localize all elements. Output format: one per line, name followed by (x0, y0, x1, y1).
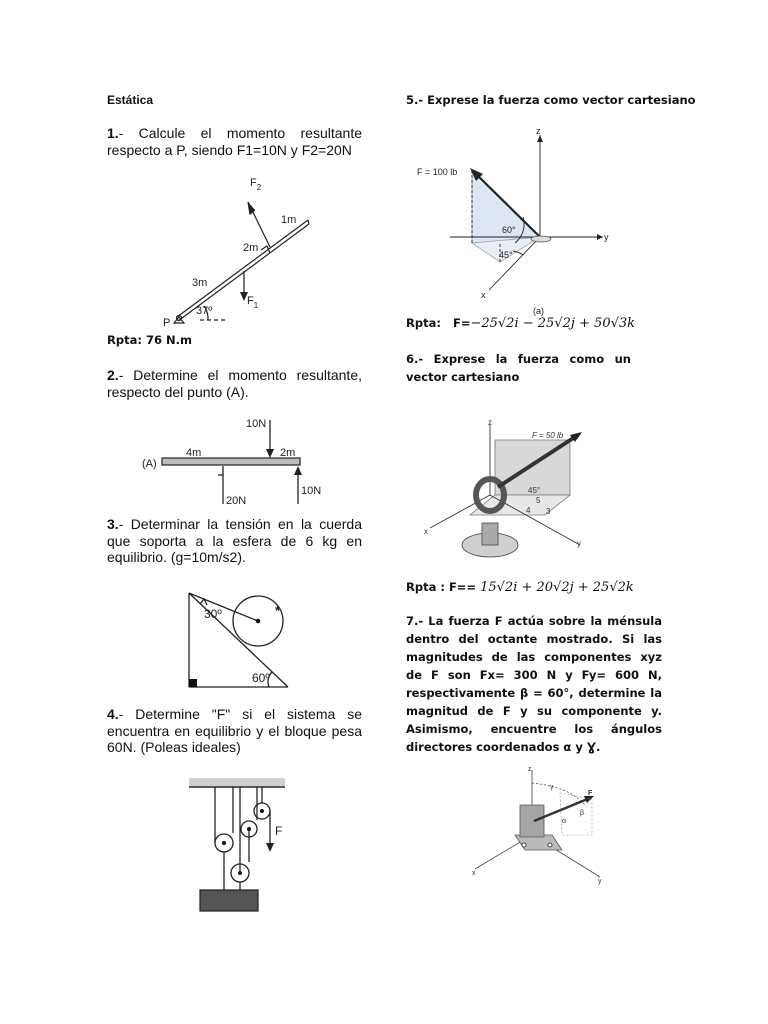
x-label: x (481, 290, 486, 300)
z-label: z (528, 766, 532, 773)
x-label: x (472, 870, 476, 877)
force-label: F = 50 lb (532, 431, 564, 440)
dim-left: 4m (186, 447, 202, 459)
angle-45-label: 45° (499, 250, 513, 260)
rope (189, 593, 258, 621)
z-label: z (488, 418, 492, 427)
beta-label: β (580, 810, 585, 817)
z-label: z (536, 126, 541, 136)
force-label: F = 100 lb (417, 167, 458, 177)
load-mid-label: 20N (226, 495, 247, 507)
force-label: F (588, 790, 593, 797)
caption-a: (a) (533, 306, 544, 316)
figure-inclined-bar (160, 170, 320, 330)
ceiling (189, 778, 285, 786)
angle-top-label: 30º (204, 607, 222, 621)
answer-vector: −25√2i − 25√2j + 50√3k (470, 316, 636, 331)
problem-number: 3. (107, 516, 119, 532)
angle-label: 37º (196, 305, 213, 317)
figure-beam (140, 412, 330, 512)
problem-statement: - Determine "F" si el sistema se encuentra en equilibrio y el bloque pesa 60N. (Poleas ideales) (107, 706, 362, 755)
y-label: y (604, 232, 609, 242)
problem-statement: - Determinar la tensión en la cuerda que soporta a la esfera de 6 kg en equilibrio. (g=10m/s2). (107, 516, 362, 565)
figure-sphere (180, 588, 300, 692)
ratio-3: 3 (546, 507, 551, 516)
ratio-5: 5 (536, 496, 541, 505)
ratio-4: 4 (526, 506, 531, 515)
problem-number: 1. (107, 125, 119, 141)
angle-60-label: 60° (502, 225, 516, 235)
alpha-label: α (562, 818, 567, 825)
problem-1-text (107, 125, 362, 158)
problem-5-heading: 5.- Exprese la fuerza como vector cartesiano (406, 93, 696, 107)
problem-3-text (107, 516, 362, 566)
load-right-label: 10N (301, 485, 322, 497)
angle-bottom-label: 60º (252, 671, 270, 685)
right-angle-square (189, 679, 197, 687)
problem-5-answer: Rpta: F=−25√2i − 25√2j + 50√3k (406, 316, 636, 331)
point-p-label: P (163, 317, 171, 329)
problem-number: 2. (107, 367, 119, 383)
x-label: x (424, 527, 428, 536)
f-arrowhead (266, 843, 274, 852)
point-a-label: (A) (142, 458, 157, 470)
f2-arrowhead (248, 202, 255, 214)
problem-6-heading: 6.- Exprese la fuerza como un vector cartesiano (406, 352, 631, 384)
dim-3m: 3m (192, 277, 208, 289)
sphere-center (256, 619, 261, 624)
f2-label: $F_2$ (250, 177, 262, 192)
angle-45-label: 45° (528, 486, 541, 495)
problem-7-text: 7.- La fuerza F actúa sobre la ménsula dentro del octante mostrado. Si las magnitudes de las componentes xyz de F son Fx= 300 N y Fy= 600 N, respectivamente β = 60°, determine la magnitud de F y su componente y. Asimismo, encuentre los ángulos directores coordenados α y Ɣ. (406, 614, 662, 754)
gamma-label: γ (550, 784, 554, 791)
figure-force-50lb (420, 415, 620, 575)
block (200, 890, 258, 911)
dim-right: 2m (280, 447, 296, 459)
figure-pulleys (186, 775, 296, 915)
y-label: y (598, 878, 602, 885)
figure-force-100lb (405, 125, 615, 320)
problem-4-text (107, 706, 362, 756)
bar-line-1 (177, 220, 308, 317)
problem-2-text (107, 367, 362, 400)
bracket-plate (520, 805, 544, 837)
beam (162, 458, 300, 465)
problem-statement: - Determine el momento resultante, respecto del punto (A). (107, 367, 362, 400)
load-top-label: 10N (246, 418, 267, 430)
support-base (531, 236, 551, 242)
y-label: y (577, 539, 581, 548)
dim-1m: 1m (281, 214, 297, 226)
answer-vector: 15√2i + 20√2j + 25√2k (480, 580, 634, 595)
page-heading: Estática (107, 93, 154, 107)
problem-1-answer: Rpta: 76 N.m (107, 333, 192, 347)
f-label: F (275, 824, 283, 838)
star-mark: * (275, 603, 281, 618)
problem-statement: - Calcule el momento resultante respecto a P, siendo F1=10N y F2=20N (107, 125, 362, 158)
dim-2m: 2m (243, 242, 259, 254)
problem-number: 4. (107, 706, 119, 722)
figure-bracket (470, 765, 610, 885)
problem-6-answer: Rpta : F== 15√2i + 20√2j + 25√2k (406, 580, 634, 595)
f1-label: $F_1$ (247, 295, 259, 310)
